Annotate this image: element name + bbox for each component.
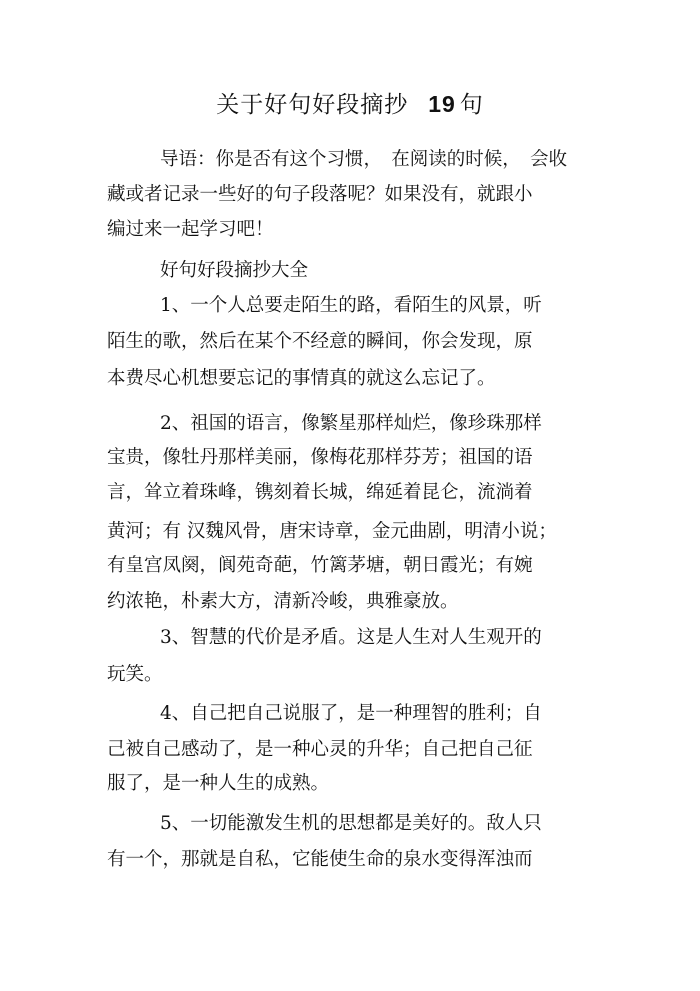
item-5-line-1: 5、一切能激发生机的思想都是美好的。敌人只 [160, 813, 542, 834]
item-2-line-5: 有皇宫凤阕，阆苑奇葩，竹篱茅塘，朝日霞光；有婉 [107, 555, 533, 576]
item-4-line-3: 服了，是一种人生的成熟。 [107, 773, 330, 794]
title-suffix: 句 [459, 92, 484, 118]
item-2-line-6: 约浓艳，朴素大方，清新冷峻，典雅豪放。 [107, 591, 459, 612]
page-title [0, 86, 700, 119]
intro-line-3: 编过来一起学习吧！ [107, 219, 274, 240]
intro-line-1: 导语：你是否有这个习惯， 在阅读的时候， 会收 [160, 149, 568, 170]
item-3-line-2: 玩笑。 [107, 664, 163, 685]
item-2-line-3: 言，耸立着珠峰，镌刻着长城，绵延着昆仑，流淌着 [107, 482, 533, 503]
item-2-line-2: 宝贵，像牡丹那样美丽，像梅花那样芬芳；祖国的语 [107, 447, 533, 468]
item-5-line-2: 有一个，那就是自私，它能使生命的泉水变得浑浊而 [107, 849, 533, 870]
item-1-line-2: 陌生的歌，然后在某个不经意的瞬间，你会发现，原 [107, 331, 533, 352]
section-heading: 好句好段摘抄大全 [160, 260, 309, 281]
item-1-line-3: 本费尽心机想要忘记的事情真的就这么忘记了。 [107, 368, 496, 389]
item-2-line-4: 黄河；有 汉魏风骨，唐宋诗章，金元曲剧，明清小说； [107, 521, 557, 542]
item-4-line-2: 己被自己感动了，是一种心灵的升华；自己把自己征 [107, 739, 533, 760]
title-number: 19 [428, 91, 456, 117]
item-1-line-1: 1、一个人总要走陌生的路，看陌生的风景，听 [160, 295, 542, 316]
item-4-line-1: 4、自己把自己说服了，是一种理智的胜利；自 [160, 703, 542, 724]
intro-line-2: 藏或者记录一些好的句子段落呢？如果没有，就跟小 [107, 184, 533, 205]
item-2-line-1: 2、祖国的语言，像繁星那样灿烂，像珍珠那样 [160, 413, 542, 434]
item-3-line-1: 3、智慧的代价是矛盾。这是人生对人生观开的 [160, 627, 542, 648]
title-main: 关于好句好段摘抄 [216, 92, 409, 118]
